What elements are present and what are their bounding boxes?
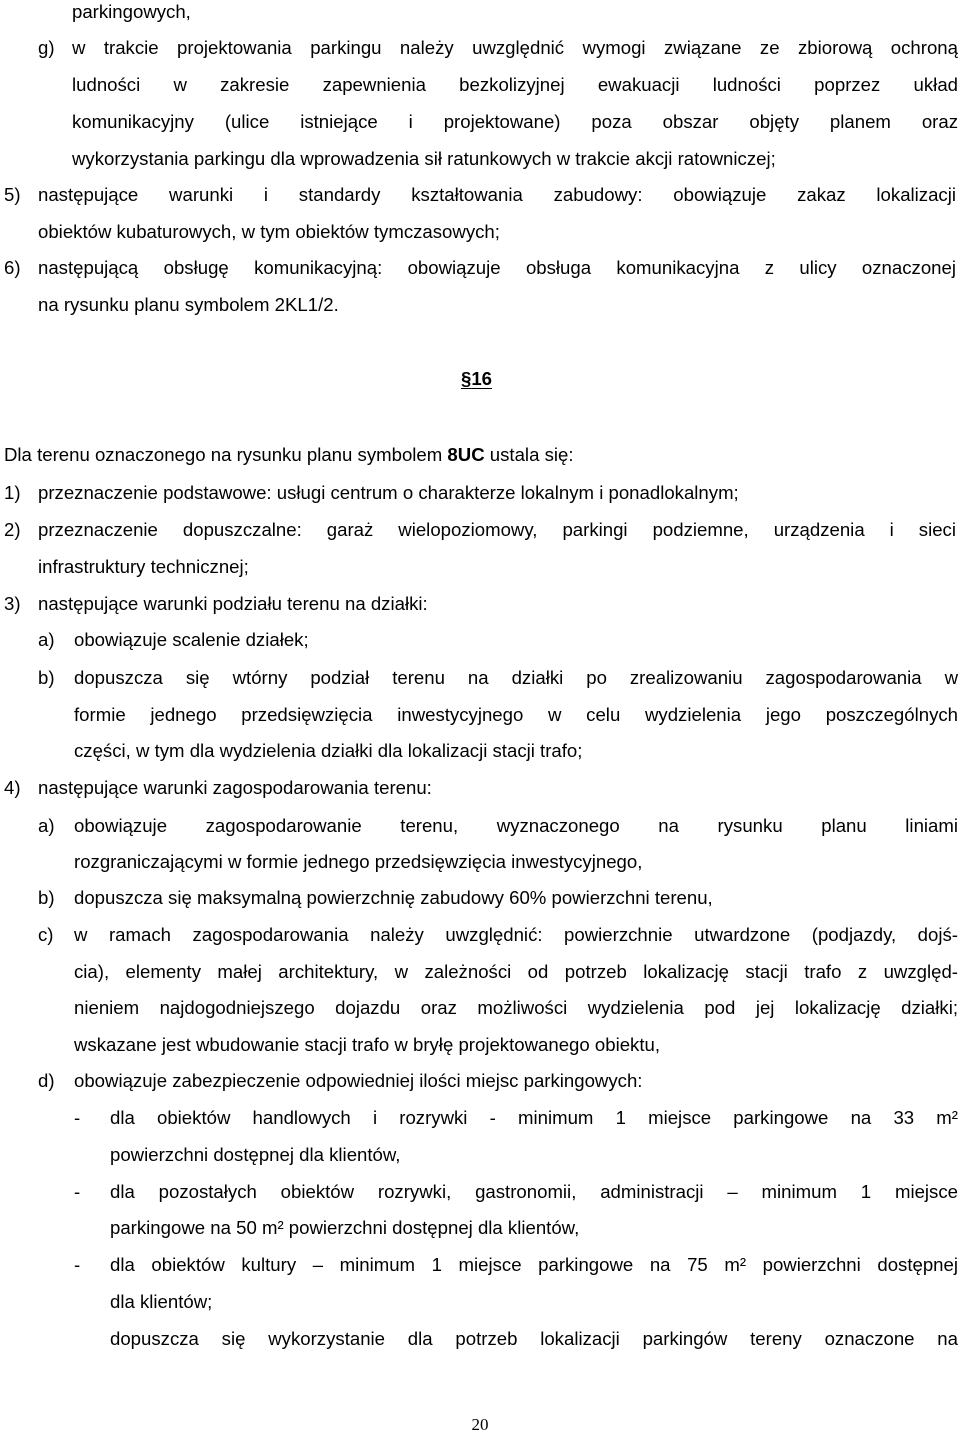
text-line: powierzchni dostępnej dla klientów, bbox=[110, 1144, 401, 1165]
intro-text: Dla terenu oznaczonego na rysunku planu symbolem bbox=[4, 444, 448, 465]
text-line: ludności w zakresie zapewnienia bezkolizyjnej ewakuacji ludności poprzez układ bbox=[72, 74, 958, 95]
list-marker: 6) bbox=[4, 257, 21, 278]
section-mark: § bbox=[461, 368, 472, 389]
text-line: nieniem najdogodniejszego dojazdu oraz możliwości wydzielenia pod jej lokalizację działki; bbox=[74, 997, 958, 1018]
section-heading bbox=[461, 367, 492, 391]
text-line: dopuszcza się maksymalną powierzchnię zabudowy 60% powierzchni terenu, bbox=[74, 887, 713, 908]
section-intro bbox=[4, 443, 574, 467]
text-line: wykorzystania parkingu dla wprowadzenia sił ratunkowych w trakcie akcji ratowniczej; bbox=[72, 148, 776, 169]
list-marker: 3) bbox=[4, 593, 21, 614]
list-marker: d) bbox=[38, 1070, 55, 1091]
text-line: dopuszcza się wtórny podział terenu na działki po zrealizowaniu zagospodarowania w bbox=[74, 667, 958, 688]
text-line: części, w tym dla wydzielenia działki dla lokalizacji stacji trafo; bbox=[74, 740, 583, 761]
list-marker: 1) bbox=[4, 482, 21, 503]
section-number: 16 bbox=[471, 368, 493, 389]
list-marker: 5) bbox=[4, 184, 21, 205]
text-line: dla obiektów handlowych i rozrywki - minimum 1 miejsce parkingowe na 33 m² bbox=[110, 1107, 958, 1128]
zone-symbol: 8UC bbox=[447, 444, 485, 465]
text-line: następujące warunki zagospodarowania terenu: bbox=[38, 777, 432, 798]
intro-text: ustala się: bbox=[484, 444, 574, 465]
text-line: dla obiektów kultury – minimum 1 miejsce parkingowe na 75 m² powierzchni dostępnej bbox=[110, 1254, 958, 1275]
text-line: dopuszcza się wykorzystanie dla potrzeb lokalizacji parkingów tereny oznaczone na bbox=[110, 1328, 958, 1349]
text-line: następującą obsługę komunikacyjną: obowiązuje obsługa komunikacyjna z ulicy oznaczonej bbox=[38, 257, 956, 278]
text-line: w trakcie projektowania parkingu należy uwzględnić wymogi związane ze zbiorową ochroną bbox=[72, 37, 958, 58]
text-line: cia), elementy małej architektury, w zależności od potrzeb lokalizację stacji trafo z uwzględ- bbox=[74, 961, 958, 982]
dash-marker: - bbox=[74, 1181, 81, 1202]
list-marker: a) bbox=[38, 815, 55, 836]
text-line: obowiązuje zabezpieczenie odpowiedniej ilości miejsc parkingowych: bbox=[74, 1070, 643, 1091]
continuation-text: parkingowych, bbox=[72, 1, 191, 22]
dash-marker: - bbox=[74, 1254, 81, 1275]
text-line: wskazane jest wbudowanie stacji trafo w bryłę projektowanego obiektu, bbox=[74, 1034, 661, 1055]
text-line: przeznaczenie dopuszczalne: garaż wielopoziomowy, parkingi podziemne, urządzenia i sieci bbox=[38, 519, 956, 540]
list-marker: 4) bbox=[4, 777, 21, 798]
list-marker: g) bbox=[38, 37, 55, 58]
list-marker: a) bbox=[38, 629, 55, 650]
list-marker: c) bbox=[38, 924, 54, 945]
text-line: infrastruktury technicznej; bbox=[38, 556, 249, 577]
text-line: dla pozostałych obiektów rozrywki, gastronomii, administracji – minimum 1 miejsce bbox=[110, 1181, 958, 1202]
text-line: następujące warunki podziału terenu na działki: bbox=[38, 593, 428, 614]
text-line: formie jednego przedsięwzięcia inwestycyjnego w celu wydzielenia jego poszczególnych bbox=[74, 704, 958, 725]
dash-marker: - bbox=[74, 1107, 81, 1128]
text-line: parkingowe na 50 m² powierzchni dostępnej dla klientów, bbox=[110, 1217, 580, 1238]
text-line: komunikacyjny (ulice istniejące i projektowane) poza obszar objęty planem oraz bbox=[72, 111, 958, 132]
list-marker: b) bbox=[38, 667, 55, 688]
text-line: w ramach zagospodarowania należy uwzględnić: powierzchnie utwardzone (podjazdy, dojś- bbox=[74, 924, 958, 945]
text-line: dla klientów; bbox=[110, 1291, 213, 1312]
text-line: następujące warunki i standardy kształtowania zabudowy: obowiązuje zakaz lokalizacji bbox=[38, 184, 956, 205]
list-marker: 2) bbox=[4, 519, 21, 540]
page-number: 20 bbox=[471, 1415, 489, 1434]
text-line: obowiązuje zagospodarowanie terenu, wyznaczonego na rysunku planu liniami bbox=[74, 815, 958, 836]
text-line: obowiązuje scalenie działek; bbox=[74, 629, 309, 650]
text-line: obiektów kubaturowych, w tym obiektów tymczasowych; bbox=[38, 221, 500, 242]
list-marker: b) bbox=[38, 887, 55, 908]
text-line: rozgraniczającymi w formie jednego przedsięwzięcia inwestycyjnego, bbox=[74, 851, 643, 872]
text-line: przeznaczenie podstawowe: usługi centrum o charakterze lokalnym i ponadlokalnym; bbox=[38, 482, 739, 503]
text-line: na rysunku planu symbolem 2KL1/2. bbox=[38, 294, 339, 315]
